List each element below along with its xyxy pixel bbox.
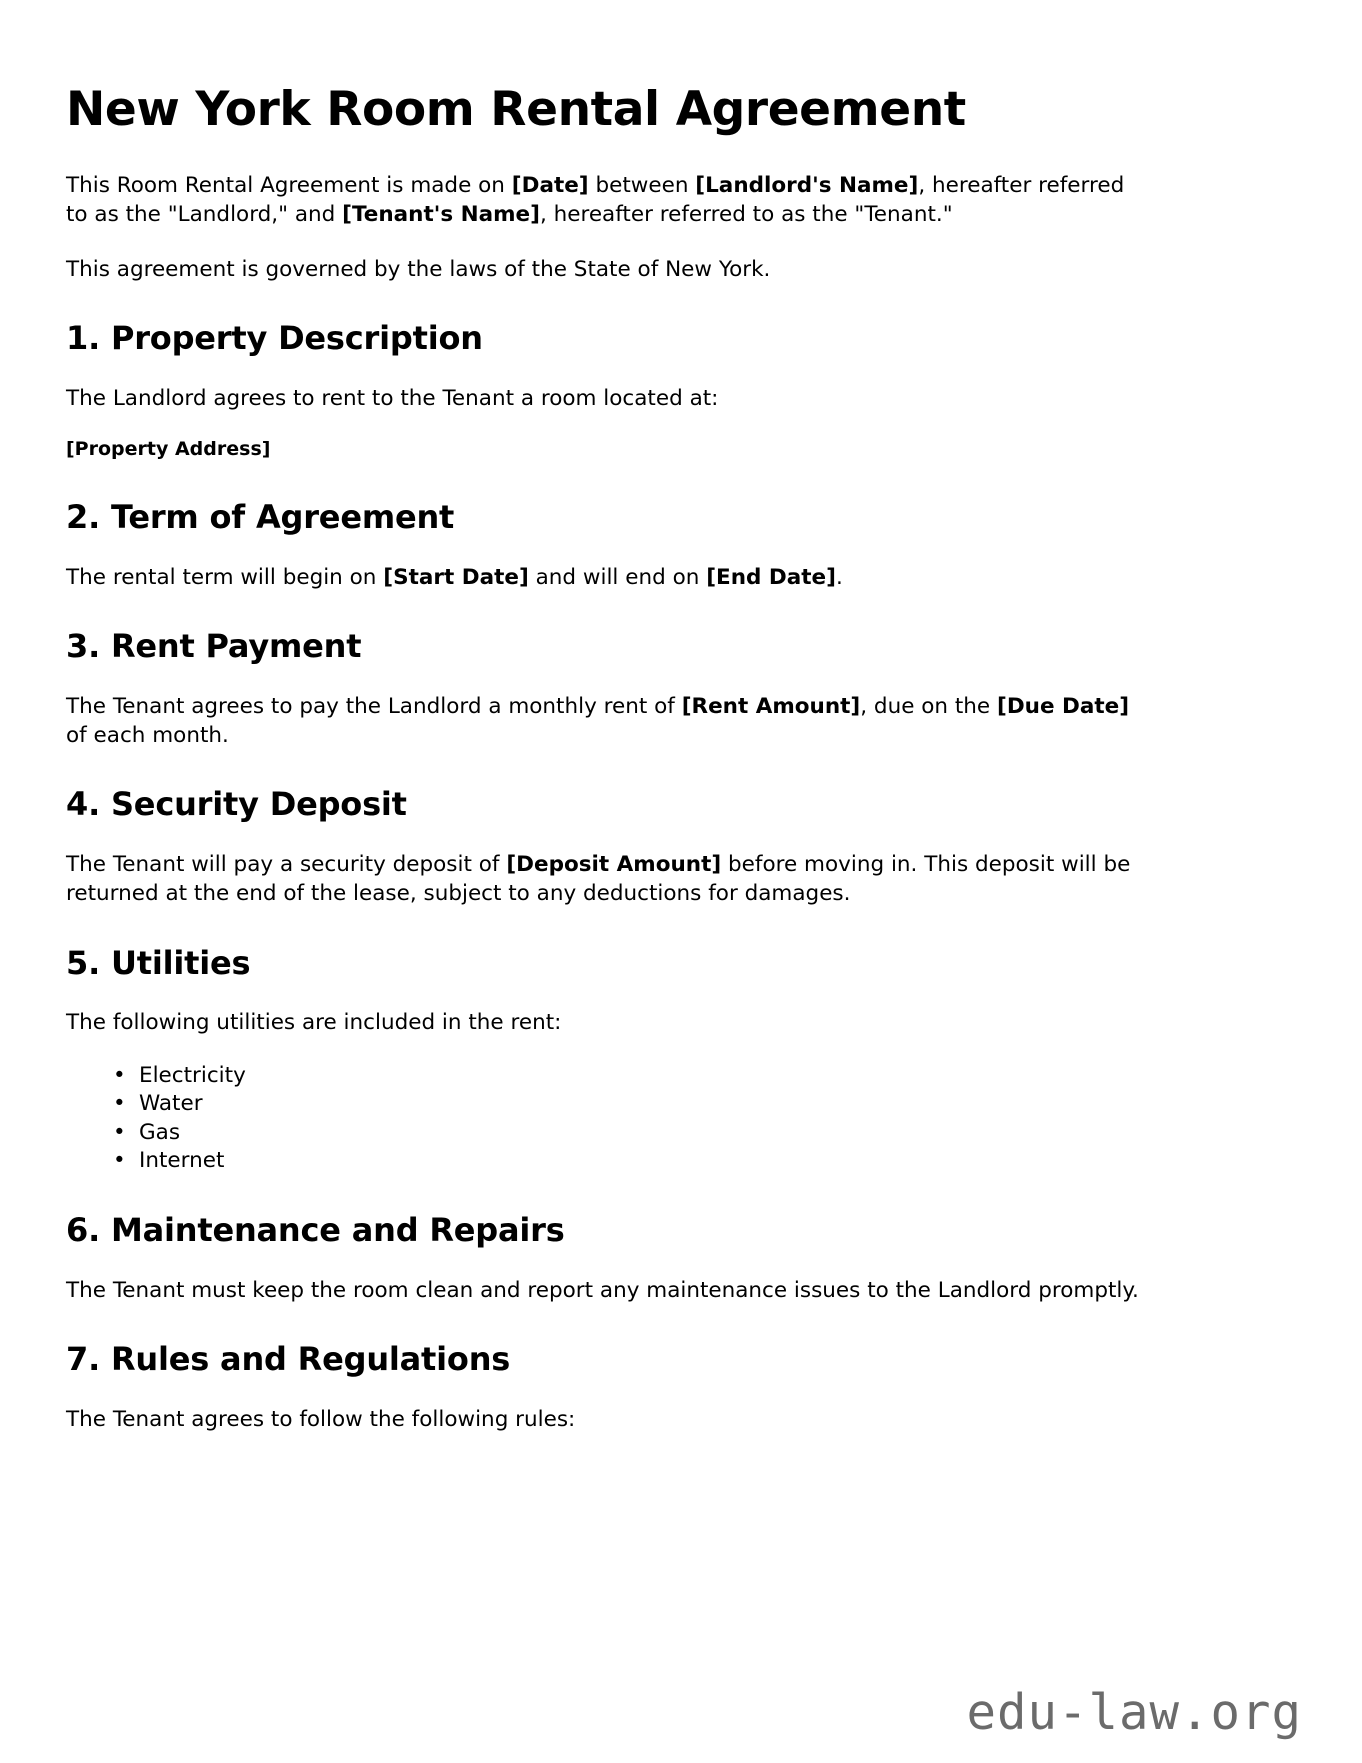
term-text-3: . [835, 564, 843, 590]
section-heading-rent-payment: 3. Rent Payment [66, 627, 362, 666]
deposit-text-2: before moving in. This deposit will be returned at the end of the lease, subject to any deductions for damages. [66, 852, 1131, 907]
section-heading-utilities: 5. Utilities [66, 943, 251, 982]
rent-text-1: The Tenant agrees to pay the Landlord a monthly rent of [66, 693, 682, 719]
intro-text-4: , hereafter referred to as the "Tenant." [539, 201, 953, 227]
page-title: New York Room Rental Agreement [66, 82, 966, 137]
placeholder-rent-amount: [Rent Amount] [681, 693, 861, 719]
placeholder-due-date: [Due Date] [997, 693, 1130, 719]
list-item: • Electricity [139, 1062, 1141, 1091]
intro-text-2: between [588, 172, 696, 198]
rent-text-3: of each month. [66, 723, 229, 749]
section-body-term-of-agreement [66, 563, 1141, 592]
section-heading-property-description: 1. Property Description [66, 319, 483, 358]
list-item: • Internet [139, 1147, 1141, 1176]
list-item: • Water [139, 1090, 1141, 1119]
section-heading-rules-and-regulations: 7. Rules and Regulations [66, 1339, 511, 1378]
placeholder-date: [Date] [511, 172, 589, 198]
rent-text-2: , due on the [860, 693, 997, 719]
placeholder-property-address: [Property Address] [66, 438, 271, 461]
intro-text-3: , hereafter referred to as the "Landlord," and [66, 172, 1125, 227]
section-heading-term-of-agreement: 2. Term of Agreement [66, 498, 455, 537]
utilities-list [66, 1062, 1141, 1176]
placeholder-end-date: [End Date] [706, 564, 836, 590]
intro-paragraph [66, 171, 1141, 229]
term-text-2: and will end on [528, 564, 707, 590]
section-body-utilities: The following utilities are included in the rent: [66, 1010, 562, 1036]
section-body-rent-payment [66, 692, 1141, 750]
placeholder-start-date: [Start Date] [383, 564, 529, 590]
section-body-property-description: The Landlord agrees to rent to the Tenant a room located at: [66, 386, 719, 412]
intro-text-1: This Room Rental Agreement is made on [66, 172, 512, 198]
term-text-1: The rental term will begin on [66, 564, 384, 590]
placeholder-landlord-name: [Landlord's Name] [695, 172, 919, 198]
section-body-security-deposit [66, 850, 1141, 908]
section-heading-maintenance-and-repairs: 6. Maintenance and Repairs [66, 1210, 565, 1249]
document-body [66, 84, 1141, 1434]
list-item: • Gas [139, 1119, 1141, 1148]
section-body-rules-and-regulations: The Tenant agrees to follow the following rules: [66, 1406, 576, 1432]
placeholder-deposit-amount: [Deposit Amount] [506, 852, 722, 878]
section-heading-security-deposit: 4. Security Deposit [66, 785, 407, 824]
section-body-maintenance-and-repairs: The Tenant must keep the room clean and report any maintenance issues to the Landlord promptly. [66, 1277, 1139, 1303]
governing-law-paragraph: This agreement is governed by the laws of the State of New York. [66, 257, 771, 283]
deposit-text-1: The Tenant will pay a security deposit of [66, 852, 507, 878]
placeholder-tenant-name: [Tenant's Name] [342, 201, 540, 227]
site-watermark: edu-law.org [966, 1684, 1302, 1741]
